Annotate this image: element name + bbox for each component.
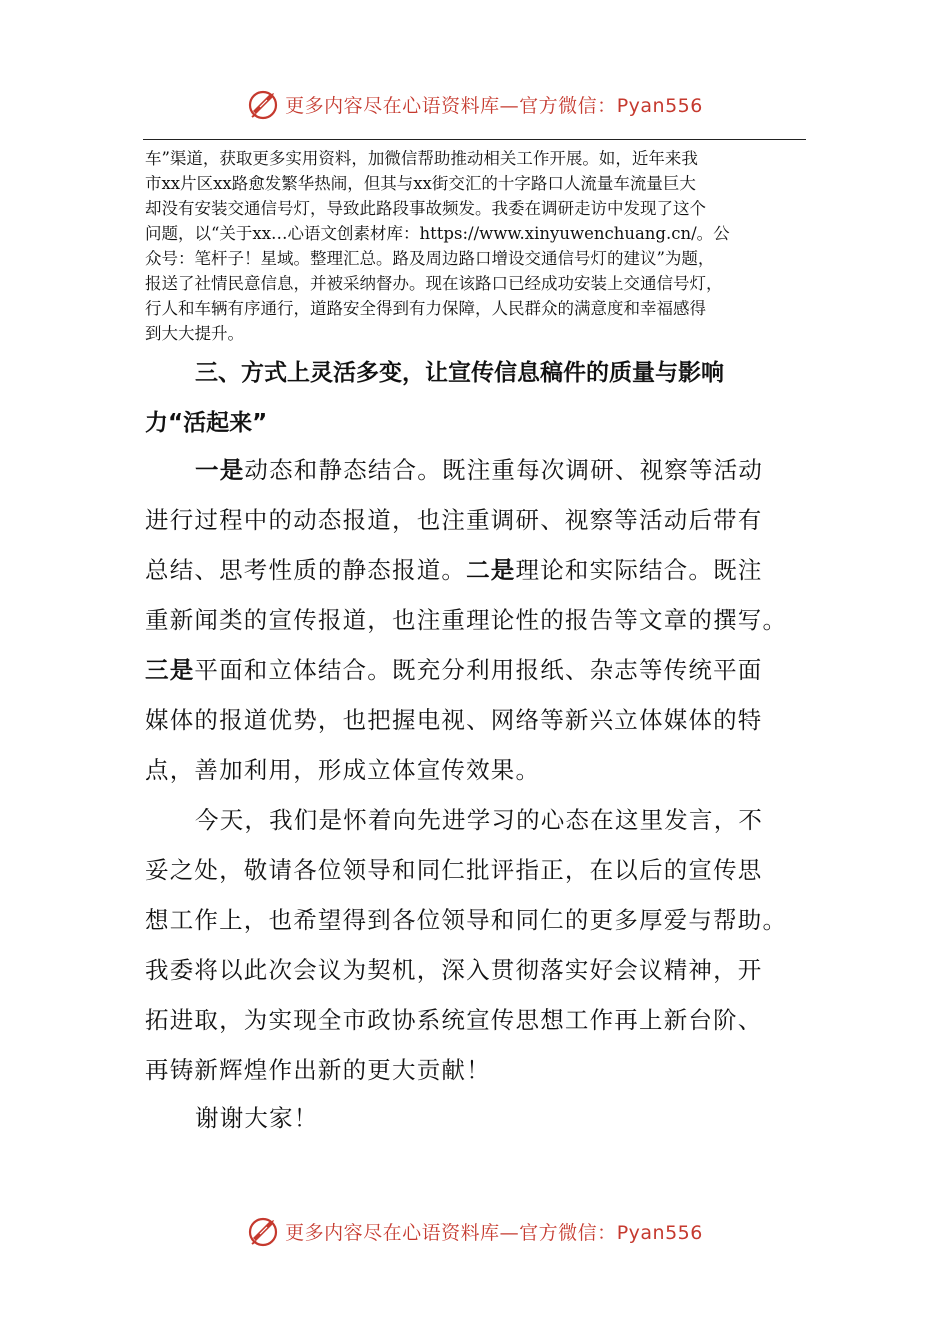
thanks-text: 谢谢大家！: [195, 1104, 319, 1132]
text-line: 再铸新辉煌作出新的更大贡献！: [145, 1056, 491, 1084]
closing-paragraph: [145, 795, 810, 1095]
quill-pen-logo-icon: [247, 1214, 281, 1248]
watermark-text: 更多内容尽在心语资料库—官方微信：Pyan556: [285, 94, 703, 117]
intro-paragraph: [145, 146, 810, 346]
heading-line: 力“活起来”: [145, 410, 268, 436]
text-line: 一是动态和静态结合。既注重每次调研、视察等活动: [195, 456, 764, 484]
watermark-text: 更多内容尽在心语资料库—官方微信：Pyan556: [285, 1221, 703, 1244]
section-heading: [145, 348, 810, 448]
text-line: 却没有安装交通信号灯，导致此路段事故频发。我委在调研走访中发现了这个: [145, 199, 706, 218]
bold-lead: 二是: [466, 556, 516, 584]
text-line: 报送了社情民意信息，并被采纳督办。现在该路口已经成功安装上交通信号灯，: [145, 274, 723, 293]
header-watermark: [0, 84, 950, 124]
text-line: 市xx片区xx路愈发繁华热闹，但其与xx街交汇的十字路口人流量车流量巨大: [145, 174, 696, 193]
bold-lead: 三是: [145, 656, 195, 684]
text-line: 点，善加利用，形成立体宣传效果。: [145, 756, 541, 784]
text-line: 我委将以此次会议为契机，深入贯彻落实好会议精神，开: [145, 956, 763, 984]
footer-watermark: [0, 1211, 950, 1251]
text-line: 车”渠道，获取更多实用资料，加微信帮助推动相关工作开展。如，近年来我: [145, 149, 698, 168]
text-line: 行人和车辆有序通行，道路安全得到有力保障，人民群众的满意度和幸福感得: [145, 299, 706, 318]
text-line: 妥之处，敬请各位领导和同仁批评指正，在以后的宣传思: [145, 856, 763, 884]
thanks-paragraph: [145, 1093, 810, 1143]
text-line: 进行过程中的动态报道，也注重调研、视察等活动后带有: [145, 506, 763, 534]
text-line: 媒体的报道优势，也把握电视、网络等新兴立体媒体的特: [145, 706, 763, 734]
header-divider: [143, 139, 806, 140]
text-line: 到大大提升。: [145, 324, 244, 343]
text-line: 三是平面和立体结合。既充分利用报纸、杂志等传统平面: [145, 656, 763, 684]
text-line: 今天，我们是怀着向先进学习的心态在这里发言，不: [195, 806, 764, 834]
methods-paragraph: [145, 445, 810, 795]
quill-pen-logo-icon: [247, 87, 281, 121]
text-line: 总结、思考性质的静态报道。二是理论和实际结合。既注: [145, 556, 763, 584]
bold-lead: 一是: [195, 456, 245, 484]
text-line: 拓进取，为实现全市政协系统宣传思想工作再上新台阶、: [145, 1006, 763, 1034]
text-line: 众号：笔杆子！星域。整理汇总。路及周边路口增设交通信号灯的建议”为题，: [145, 249, 715, 268]
text-line: 想工作上，也希望得到各位领导和同仁的更多厚爱与帮助。: [145, 906, 788, 934]
heading-line: 三、方式上灵活多变，让宣传信息稿件的质量与影响: [195, 360, 724, 386]
text-line: 重新闻类的宣传报道，也注重理论性的报告等文章的撰写。: [145, 606, 788, 634]
text-line: 问题，以“关于xx…心语文创素材库：https://www.xinyuwenchuang.cn/。公: [145, 224, 730, 243]
